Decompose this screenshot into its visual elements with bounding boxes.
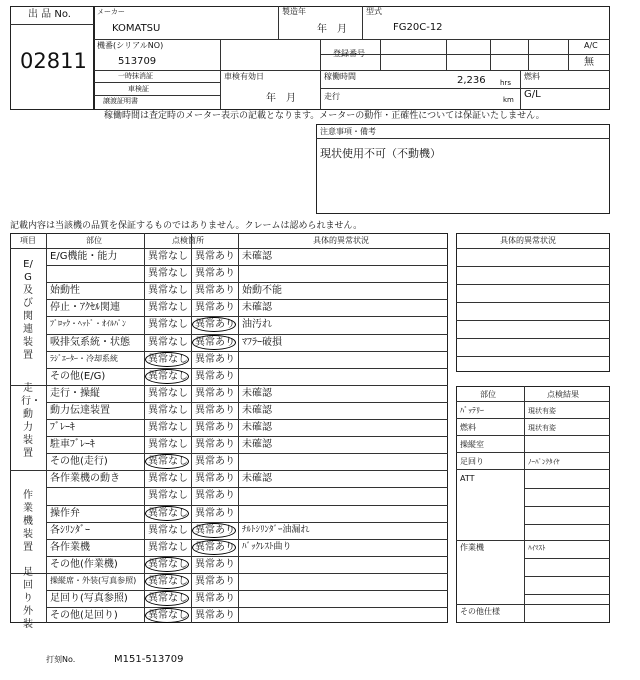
- lot-number-label: 出 品 No.: [28, 9, 71, 20]
- inspection-date-label: 車検有効日: [224, 72, 264, 81]
- result-part: ﾊﾞｯﾃﾘｰ: [460, 406, 484, 415]
- group-label: 走行・動力装置: [21, 383, 41, 460]
- right-results-table: [456, 386, 610, 623]
- results-header-result: 点検結果: [547, 390, 579, 399]
- check-ng[interactable]: 異常あり: [195, 353, 235, 365]
- row-detail: 未確認: [242, 439, 272, 451]
- row-detail: ﾁﾙﾄｼﾘﾝﾀﾞｰ油漏れ: [242, 524, 310, 535]
- check-ng[interactable]: 異常あり: [195, 251, 235, 262]
- check-ng[interactable]: 異常あり: [195, 610, 235, 622]
- row-part: 操作弁: [50, 507, 80, 519]
- check-ok[interactable]: 異常なし: [148, 456, 188, 468]
- row-detail: 未確認: [242, 387, 272, 399]
- check-ng[interactable]: 異常あり: [195, 439, 235, 451]
- disclaimer: 記載内容は当該機の品質を保証するものではありません。クレームは認められません。: [10, 221, 363, 231]
- header-check: 点検箇所: [172, 236, 204, 245]
- check-ok[interactable]: 異常なし: [148, 302, 188, 314]
- group-label: 足回り外装: [23, 567, 33, 631]
- hours-value: 2,236: [457, 75, 486, 86]
- row-part: 各作業機の動き: [50, 473, 120, 485]
- row-part: 走行・操縦: [50, 387, 100, 399]
- check-ok[interactable]: 異常なし: [148, 422, 188, 433]
- check-ng[interactable]: 異常あり: [195, 575, 235, 587]
- row-part: E/G機能・能力: [50, 251, 118, 262]
- distance-label: 走行: [324, 92, 340, 101]
- check-ok[interactable]: 異常なし: [148, 558, 188, 570]
- row-detail: 未確認: [242, 302, 272, 314]
- model-value: FG20C-12: [393, 22, 443, 33]
- check-ok[interactable]: 異常なし: [148, 593, 188, 604]
- selected-ok-circle: [145, 369, 189, 384]
- row-part: その他(作業機): [50, 558, 118, 570]
- check-ok[interactable]: 異常なし: [148, 439, 188, 451]
- selected-ok-circle: [145, 591, 189, 606]
- ac-value: 無: [584, 57, 594, 68]
- check-ok[interactable]: 異常なし: [148, 507, 188, 519]
- fuel-value: G/L: [524, 89, 541, 100]
- check-ok[interactable]: 異常なし: [148, 353, 188, 365]
- serial-label: 機番(シリアルNO): [97, 41, 164, 50]
- hours-note: 稼働時間は査定時のメーター表示の記載となります。メーターの動作・正確性については保証いたしません。: [104, 111, 545, 121]
- inspection-date-unit: 年 月: [266, 93, 296, 104]
- check-ok[interactable]: 異常なし: [148, 370, 188, 382]
- row-detail: 油汚れ: [242, 319, 272, 331]
- row-detail: ﾏﾌﾗｰ破損: [242, 336, 282, 348]
- notes-text: 現状使用不可（不動機）: [320, 147, 441, 160]
- year-unit: 年 月: [317, 24, 347, 35]
- row-detail: 始動不能: [242, 285, 282, 297]
- check-ng[interactable]: 異常あり: [195, 558, 235, 570]
- hours-unit: hrs: [500, 79, 511, 87]
- check-ng[interactable]: 異常あり: [195, 285, 235, 297]
- selected-ng-circle: [192, 540, 236, 555]
- row-part: その他(走行): [50, 456, 108, 468]
- notes-label: 注意事項・備考: [320, 127, 376, 136]
- row-part: 動力伝達装置: [50, 404, 110, 416]
- row-part: ﾗｼﾞｴｰﾀｰ・冷却系統: [50, 353, 118, 363]
- ac-label: A/C: [584, 41, 598, 50]
- selected-ok-circle: [145, 557, 189, 572]
- maker-label: メーカー: [97, 8, 125, 16]
- row-detail: 未確認: [242, 422, 272, 433]
- check-ok[interactable]: 異常なし: [148, 319, 188, 331]
- check-ng[interactable]: 異常あり: [195, 456, 235, 468]
- check-ng[interactable]: 異常あり: [195, 268, 235, 280]
- selected-ok-circle: [145, 608, 189, 623]
- result-value: 現状有姿: [528, 424, 556, 432]
- result-part: 燃料: [460, 423, 476, 432]
- row-part: ﾌﾞﾚｰｷ: [50, 422, 75, 433]
- row-detail: ﾊﾞｯｸﾚｽﾄ曲り: [242, 541, 292, 552]
- result-part: 作業機: [460, 543, 484, 552]
- stamp-value: M151-513709: [114, 654, 184, 665]
- header-detail: 具体的異常状況: [313, 236, 369, 245]
- check-ng[interactable]: 異常あり: [195, 319, 235, 331]
- serial-value: 513709: [118, 56, 157, 67]
- check-ng[interactable]: 異常あり: [195, 370, 235, 382]
- row-part: 駐車ﾌﾞﾚｰｷ: [50, 439, 95, 451]
- check-ng[interactable]: 異常あり: [195, 490, 235, 502]
- row-part: 操縦席・外装(写真参照): [50, 575, 137, 585]
- maker-value: KOMATSU: [112, 23, 161, 34]
- selected-ok-circle: [145, 506, 189, 521]
- selected-ng-circle: [192, 523, 236, 538]
- check-ok[interactable]: 異常なし: [148, 336, 188, 348]
- check-ok[interactable]: 異常なし: [148, 541, 188, 553]
- check-ng[interactable]: 異常あり: [195, 507, 235, 519]
- row-part: 足回り(写真参照): [50, 593, 128, 604]
- model-label: 型式: [366, 7, 382, 16]
- check-ng[interactable]: 異常あり: [195, 541, 235, 553]
- selected-ok-circle: [145, 352, 189, 367]
- right-detail-header: 具体的異常状況: [500, 236, 556, 245]
- row-part: 停止・ｱｸｾﾙ関連: [50, 302, 120, 314]
- result-part: 足回り: [460, 457, 484, 466]
- row-detail: 未確認: [242, 473, 272, 485]
- check-ng[interactable]: 異常あり: [195, 404, 235, 416]
- year-label: 製造年: [282, 7, 306, 16]
- result-value: ﾉｰﾊﾟﾝｸﾀｲﾔ: [528, 458, 560, 466]
- group-label: E/G及び関連装置: [23, 258, 33, 361]
- result-value: ﾊｲﾏｽﾄ: [528, 544, 546, 552]
- row-detail: 未確認: [242, 404, 272, 416]
- stamp-label: 打刻No.: [46, 655, 76, 664]
- result-part: ATT: [460, 474, 475, 483]
- row-part: その他(足回り): [50, 610, 118, 622]
- registration-label: 登録番号: [333, 49, 365, 58]
- group-label: 作業機装置: [23, 490, 33, 554]
- row-part: 各ｼﾘﾝﾀﾞｰ: [50, 524, 90, 536]
- check-ok[interactable]: 異常なし: [148, 524, 188, 536]
- row-part: ﾌﾞﾛｯｸ・ﾍｯﾄﾞ・ｵｲﾙﾊﾟﾝ: [50, 319, 126, 329]
- fuel-label: 燃料: [524, 72, 540, 81]
- check-ok[interactable]: 異常なし: [148, 268, 188, 280]
- row-part: 吸排気系統・状態: [50, 336, 130, 348]
- selected-ng-circle: [192, 335, 236, 350]
- lot-number: 02811: [20, 49, 87, 73]
- row-part: その他(E/G): [50, 370, 106, 382]
- result-part: 操縦室: [460, 440, 484, 449]
- check-ok[interactable]: 異常なし: [148, 575, 188, 587]
- results-header-part: 部位: [480, 390, 496, 399]
- result-value: 現状有姿: [528, 407, 556, 415]
- transfer-cert-label: 譲渡証明書: [103, 97, 138, 105]
- header-category: 項目: [20, 236, 36, 245]
- temp-cert-label: 一時抹消証: [118, 72, 153, 80]
- check-ng[interactable]: 異常あり: [195, 387, 235, 399]
- header-part: 部位: [86, 236, 102, 245]
- check-ok[interactable]: 異常なし: [148, 610, 188, 622]
- check-ok[interactable]: 異常なし: [148, 404, 188, 416]
- check-ng[interactable]: 異常あり: [195, 422, 235, 433]
- check-ok[interactable]: 異常なし: [148, 285, 188, 297]
- check-ok[interactable]: 異常なし: [148, 251, 188, 262]
- check-ng[interactable]: 異常あり: [195, 473, 235, 485]
- check-ng[interactable]: 異常あり: [195, 524, 235, 536]
- distance-unit: km: [503, 96, 514, 104]
- result-part: その他仕様: [460, 607, 500, 616]
- check-ng[interactable]: 異常あり: [195, 593, 235, 604]
- row-detail: 未確認: [242, 251, 272, 262]
- check-ng[interactable]: 異常あり: [195, 336, 235, 348]
- hours-label: 稼働時間: [324, 72, 356, 81]
- check-ng[interactable]: 異常あり: [195, 302, 235, 314]
- check-ok[interactable]: 異常なし: [148, 387, 188, 399]
- selected-ok-circle: [145, 574, 189, 589]
- row-part: 始動性: [50, 285, 80, 297]
- check-ok[interactable]: 異常なし: [148, 490, 188, 502]
- check-ok[interactable]: 異常なし: [148, 473, 188, 485]
- row-part: 各作業機: [50, 541, 90, 553]
- vehicle-cert-label: 車検証: [128, 85, 149, 93]
